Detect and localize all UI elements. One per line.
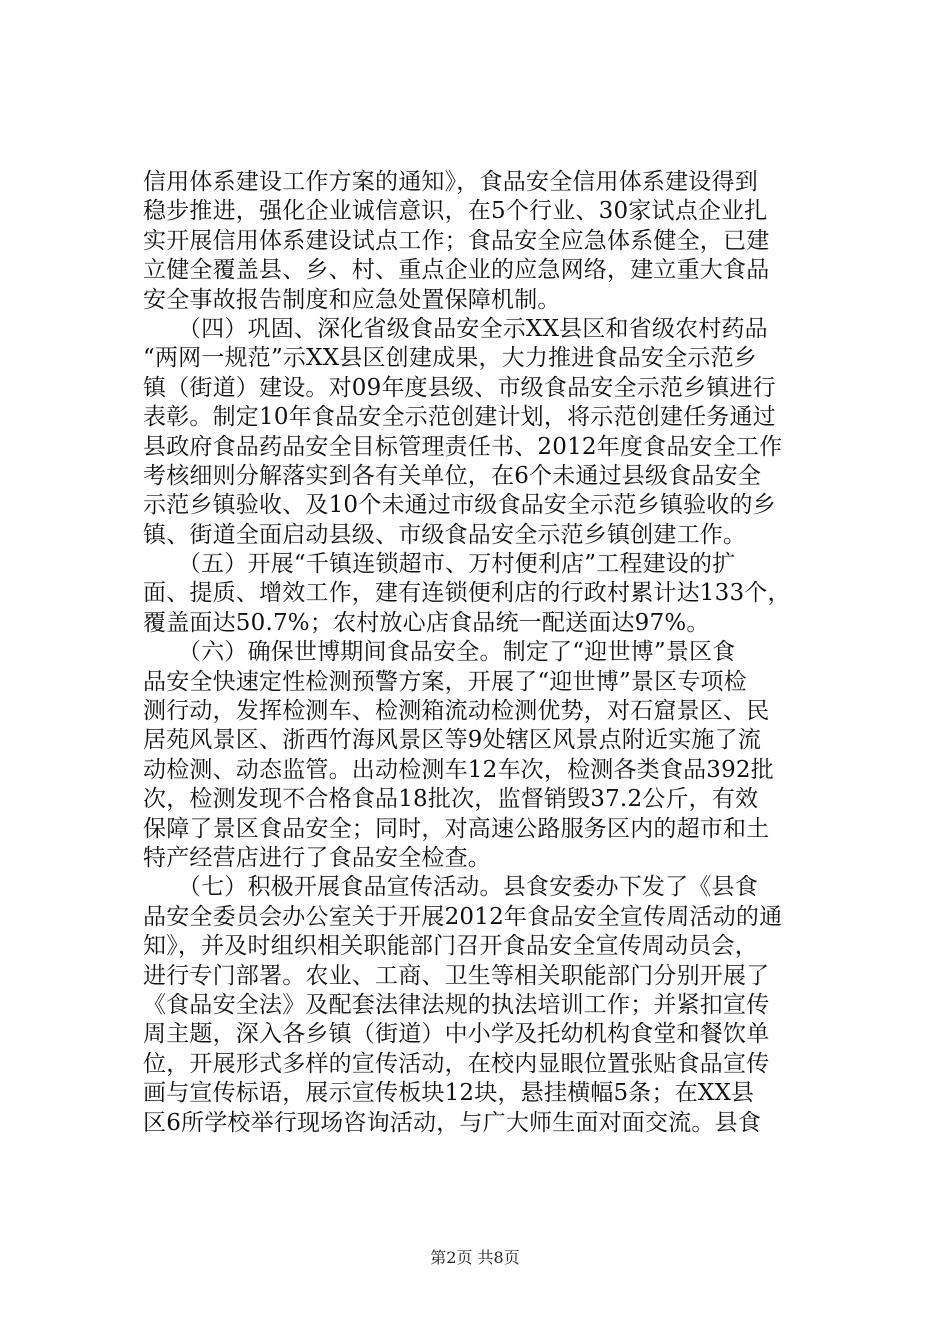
text-line: 知》，并及时组织相关职能部门召开食品安全宣传周动员会，	[143, 933, 758, 960]
text-line: 县政府食品药品安全目标管理责任书、2012年度食品安全工作	[143, 433, 783, 460]
text-line: （七）积极开展食品宣传活动。县食安委办下发了《县食	[143, 874, 758, 901]
text-line: 进行专门部署。农业、工商、卫生等相关职能部门分别开展了	[143, 962, 770, 989]
text-line: 覆盖面达50.7%；农村放心店食品统一配送面达97%。	[143, 609, 710, 636]
text-line: 周主题，深入各乡镇（街道）中小学及托幼机构食堂和餐饮单	[143, 1021, 770, 1048]
text-line: 位，开展形式多样的宣传活动，在校内显眼位置张贴食品宣传	[143, 1050, 770, 1077]
text-line: 品安全快速定性检测预警方案，开展了“迎世博”景区专项检	[143, 668, 747, 695]
text-line: 次，检测发现不合格食品18批次，监督销毁37.2公斤，有效	[143, 786, 759, 813]
text-line: 区6所学校举行现场咨询活动，与广大师生面对面交流。县食	[143, 1109, 762, 1136]
page-footer: 第2页 共8页	[430, 1248, 520, 1267]
text-line: 稳步推进，强化企业诚信意识，在5个行业、30家试点企业扎	[143, 198, 768, 225]
text-line: 画与宣传标语，展示宣传板块12块，悬挂横幅5条；在XX县	[143, 1080, 755, 1107]
text-line: 镇、街道全面启动县级、市级食品安全示范乡镇创建工作。	[143, 521, 747, 548]
text-line: 安全事故报告制度和应急处置保障机制。	[143, 286, 561, 313]
body-text	[143, 168, 843, 1138]
text-line: 立健全覆盖县、乡、村、重点企业的应急网络，建立重大食品	[143, 257, 770, 284]
text-line: 动检测、动态监管。出动检测车12车次，检测各类食品392批	[143, 756, 774, 783]
text-line: 保障了景区食品安全；同时，对高速公路服务区内的超市和土	[143, 815, 770, 842]
text-line: 信用体系建设工作方案的通知》，食品安全信用体系建设得到	[143, 169, 758, 195]
text-line: 镇（街道）建设。对09年度县级、市级食品安全示范乡镇进行	[143, 374, 776, 401]
text-line: 居苑风景区、浙西竹海风景区等9处辖区风景点附近实施了流	[143, 727, 762, 754]
text-line: 特产经营店进行了食品安全检查。	[143, 844, 491, 871]
text-line: 考核细则分解落实到各有关单位，在6个未通过县级食品安全	[143, 462, 762, 489]
text-line: （六）确保世博期间食品安全。制定了“迎世博”景区食	[143, 639, 736, 666]
text-line: 品安全委员会办公室关于开展2012年食品安全宣传周活动的通	[143, 903, 783, 930]
text-line: 表彰。制定10年食品安全示范创建计划，将示范创建任务通过	[143, 404, 776, 431]
text-line: 实开展信用体系建设试点工作；食品安全应急体系健全，已建	[143, 227, 770, 254]
text-line: 示范乡镇验收、及10个未通过市级食品安全示范乡镇验收的乡	[143, 492, 776, 519]
text-line: 《食品安全法》及配套法律法规的执法培训工作；并紧扣宣传	[143, 991, 770, 1018]
text-line: 测行动，发挥检测车、检测箱流动检测优势，对石窟景区、民	[143, 698, 770, 725]
text-line: 面、提质、增效工作，建有连锁便利店的行政村累计达133个，	[143, 580, 791, 607]
text-line: （五）开展“千镇连锁超市、万村便利店”工程建设的扩	[143, 551, 736, 578]
text-line: “两网一规范”示XX县区创建成果，大力推进食品安全示范乡	[143, 345, 757, 372]
text-line: （四）巩固、深化省级食品安全示XX县区和省级农村药品	[143, 315, 768, 342]
